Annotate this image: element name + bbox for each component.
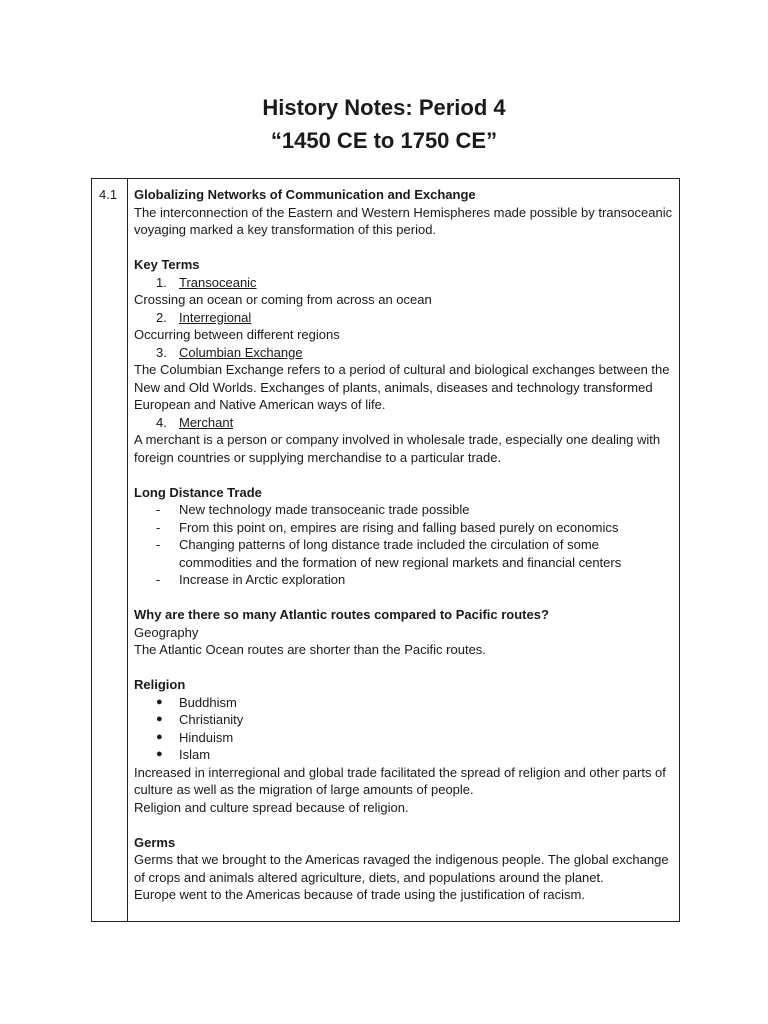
list-item-text: Hinduism bbox=[179, 729, 234, 745]
bullet-icon: ● bbox=[156, 730, 163, 743]
long-distance-trade-list bbox=[134, 501, 673, 589]
key-term-2 bbox=[134, 309, 673, 327]
list-item-text: Buddhism bbox=[179, 694, 237, 710]
list-item bbox=[134, 746, 673, 764]
document-title: History Notes: Period 4 bbox=[262, 95, 506, 120]
section-intro: The interconnection of the Eastern and Western Hemispheres made possible by transoceanic voyaging marked a key transformation of this period. bbox=[134, 204, 673, 237]
spacer bbox=[134, 659, 673, 677]
key-term-4 bbox=[134, 414, 673, 432]
atlantic-routes-answer: Geography bbox=[134, 624, 199, 640]
spacer bbox=[134, 239, 673, 257]
list-item-text: Christianity bbox=[179, 712, 244, 727]
germs-heading: Germs bbox=[134, 834, 176, 850]
key-term-item bbox=[134, 274, 673, 292]
list-item bbox=[134, 519, 673, 537]
religion-heading: Religion bbox=[134, 677, 186, 692]
key-term-3 bbox=[134, 344, 673, 362]
religion-paragraph: Religion and culture spread because of religion. bbox=[134, 799, 409, 815]
bullet-icon: ● bbox=[156, 695, 163, 708]
key-term-label: Columbian Exchange bbox=[179, 344, 303, 360]
list-item bbox=[134, 729, 673, 747]
key-term-label: Interregional bbox=[179, 309, 252, 325]
dash-marker: - bbox=[156, 572, 161, 587]
key-term-item bbox=[134, 344, 673, 362]
section-number: 4.1 bbox=[92, 179, 128, 921]
list-item-text: Islam bbox=[179, 747, 211, 762]
list-number: 2. bbox=[156, 309, 167, 325]
atlantic-routes-heading: Why are there so many Atlantic routes compared to Pacific routes? bbox=[134, 607, 549, 622]
religion-paragraph: Increased in interregional and global trade facilitated the spread of religion and other parts of culture as well as the migration of large amounts of people. bbox=[134, 764, 666, 797]
bullet-icon: ● bbox=[156, 713, 163, 725]
bullet-icon: ● bbox=[156, 748, 163, 760]
religion-list bbox=[134, 694, 673, 764]
dash-marker: - bbox=[156, 519, 161, 535]
key-term-definition: The Columbian Exchange refers to a period of cultural and biological exchanges between the New and Old Worlds. Exchanges of plants, animals, diseases and technology transformed European and Native American ways of life. bbox=[134, 362, 670, 412]
list-item-text: Changing patterns of long distance trade included the circulation of some commodities and the formation of new regional markets and financial centers bbox=[179, 537, 622, 570]
atlantic-routes-explanation: The Atlantic Ocean routes are shorter than the Pacific routes. bbox=[134, 642, 486, 657]
key-term-item bbox=[134, 309, 673, 327]
section-heading: Globalizing Networks of Communication and Exchange bbox=[134, 187, 476, 202]
section-content bbox=[128, 179, 679, 921]
list-item-text: New technology made transoceanic trade possible bbox=[179, 502, 470, 517]
long-distance-trade-heading: Long Distance Trade bbox=[134, 484, 262, 500]
list-item bbox=[134, 501, 673, 519]
spacer bbox=[134, 589, 673, 607]
list-item bbox=[134, 711, 673, 729]
key-term-item bbox=[134, 414, 673, 432]
key-term-definition: Crossing an ocean or coming from across an ocean bbox=[134, 292, 432, 307]
key-terms-heading: Key Terms bbox=[134, 257, 200, 272]
key-term-label: Merchant bbox=[179, 414, 234, 430]
key-term-label: Transoceanic bbox=[179, 274, 257, 290]
key-term-definition: A merchant is a person or company involved in wholesale trade, especially one dealing with foreign countries or supplying merchandise to a particular trade. bbox=[134, 432, 661, 465]
dash-marker: - bbox=[156, 502, 161, 517]
spacer bbox=[134, 466, 673, 484]
list-item-text: From this point on, empires are rising and falling based purely on economics bbox=[179, 519, 619, 535]
notes-table bbox=[91, 178, 680, 922]
dash-marker: - bbox=[156, 537, 161, 552]
list-number: 4. bbox=[156, 414, 167, 430]
key-term-definition: Occurring between different regions bbox=[134, 327, 340, 342]
list-item bbox=[134, 536, 673, 571]
germs-paragraph: Europe went to the Americas because of trade using the justification of racism. bbox=[134, 887, 585, 902]
list-item bbox=[134, 571, 673, 589]
germs-paragraph: Germs that we brought to the Americas ravaged the indigenous people. The global exchange of crops and animals altered agriculture, diets, and populations around the planet. bbox=[134, 852, 669, 885]
key-term-1 bbox=[134, 274, 673, 292]
list-number: 1. bbox=[156, 274, 167, 290]
list-number: 3. bbox=[156, 344, 167, 360]
spacer bbox=[134, 816, 673, 834]
list-item bbox=[134, 694, 673, 712]
list-item-text: Increase in Arctic exploration bbox=[179, 572, 346, 587]
document-subtitle: “1450 CE to 1750 CE” bbox=[270, 128, 498, 153]
